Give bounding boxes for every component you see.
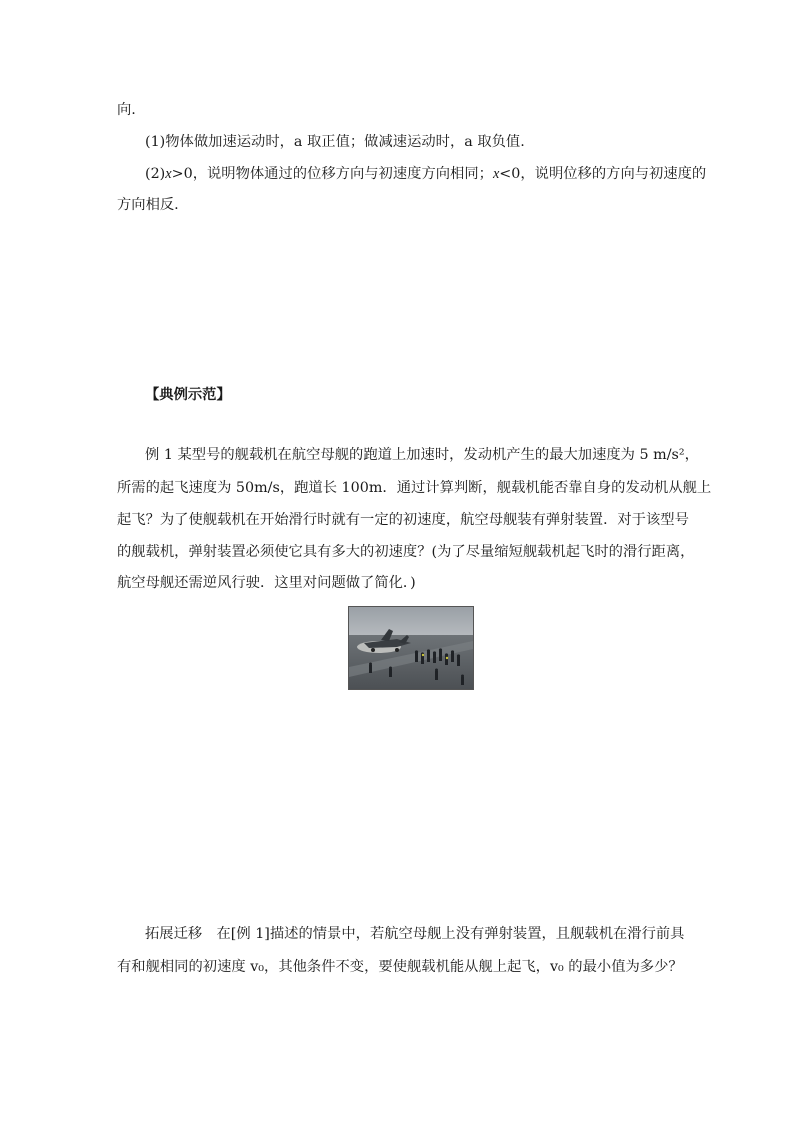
intro-continuation: 向. bbox=[117, 102, 136, 118]
item2-text-b: <0，说明位移的方向与初速度的 bbox=[499, 166, 707, 182]
item2-prefix: (2) bbox=[145, 166, 166, 182]
x-variable: x bbox=[492, 166, 500, 182]
intro-item-2-continuation: 方向相反. bbox=[117, 197, 179, 213]
x-variable: x bbox=[165, 166, 172, 182]
example-line-4: 的舰载机，弹射装置必须使它具有多大的初速度？(为了尽量缩短舰载机起飞时的滑行距离， bbox=[117, 544, 695, 560]
carrier-photo-icon bbox=[349, 607, 473, 689]
extension-line-1: 拓展迁移 在[例 1]描述的情景中，若航空母舰上没有弹射装置，且舰载机在滑行前具 bbox=[145, 926, 685, 942]
aircraft-carrier-photo bbox=[348, 606, 474, 690]
intro-item-1: (1)物体做加速运动时，a 取正值；做减速运动时，a 取负值. bbox=[145, 134, 525, 150]
example-line-5: 航空母舰还需逆风行驶．这里对问题做了简化．) bbox=[117, 575, 416, 591]
intro-item-2 bbox=[145, 164, 706, 184]
example-line-1: 例 1 某型号的舰载机在航空母舰的跑道上加速时，发动机产生的最大加速度为 5 m/s²， bbox=[145, 447, 699, 463]
section-heading: 【典例示范】 bbox=[145, 387, 231, 403]
example-line-3: 起飞？为了使舰载机在开始滑行时就有一定的初速度，航空母舰装有弹射装置．对于该型号 bbox=[117, 512, 689, 528]
extension-line-2: 有和舰相同的初速度 v₀，其他条件不变，要使舰载机能从舰上起飞，v₀ 的最小值为多少？ bbox=[117, 959, 683, 975]
example-line-2: 所需的起飞速度为 50m/s，跑道长 100m．通过计算判断，舰载机能否靠自身的发动机从舰上 bbox=[117, 480, 712, 496]
item2-text-a: >0，说明物体通过的位移方向与初速度方向相同； bbox=[171, 166, 493, 182]
